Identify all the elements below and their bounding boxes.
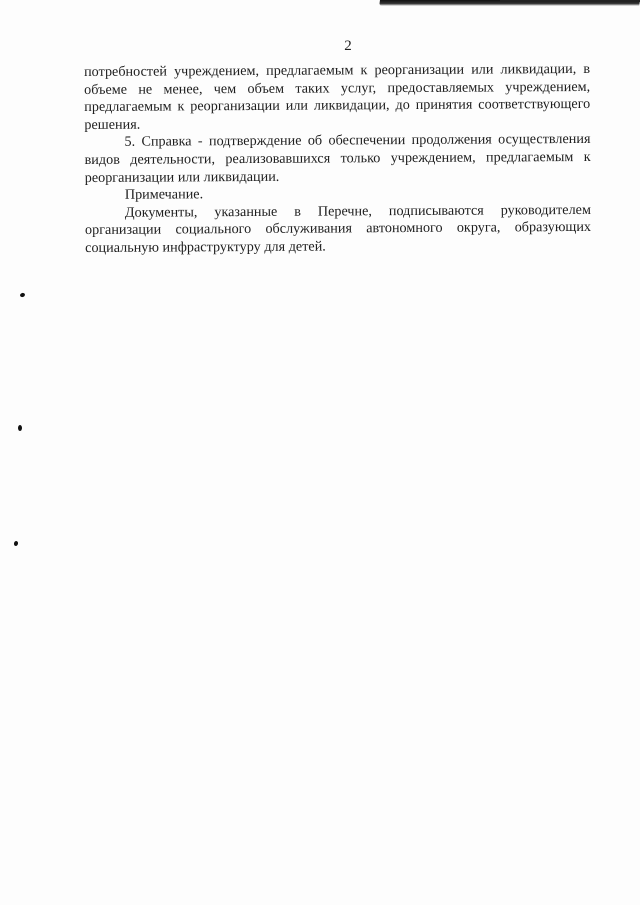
paragraph-continuation: потребностей учреждением, предлагаемым к реорганизации или ликвидации, в объеме не менее, чем объем таких услуг, предоставляемых учреждением, предлагаемым к реорганизации или ликвидации, до принятия соответствующего решения. bbox=[84, 60, 591, 133]
paragraph-item-5: 5. Справка - подтверждение об обеспечении продолжения осуществления видов деятельности, реализовавшихся только учреждением, предлагаемым к реорганизации или ликвидации. bbox=[84, 131, 591, 186]
paragraph-note-heading: Примечание. bbox=[124, 186, 204, 203]
paragraph-note-text: Документы, указанные в Перечне, подписываются руководителем организации социального обслуживания автономного округа, образующих социальную инфраструктуру для детей. bbox=[84, 201, 592, 256]
document-body bbox=[84, 61, 591, 258]
binding-hole-mark bbox=[13, 541, 18, 547]
binding-hole-mark bbox=[18, 425, 22, 431]
page-number: 2 bbox=[344, 38, 352, 54]
binding-hole-mark bbox=[19, 292, 25, 297]
scan-edge-line bbox=[500, 0, 640, 2]
